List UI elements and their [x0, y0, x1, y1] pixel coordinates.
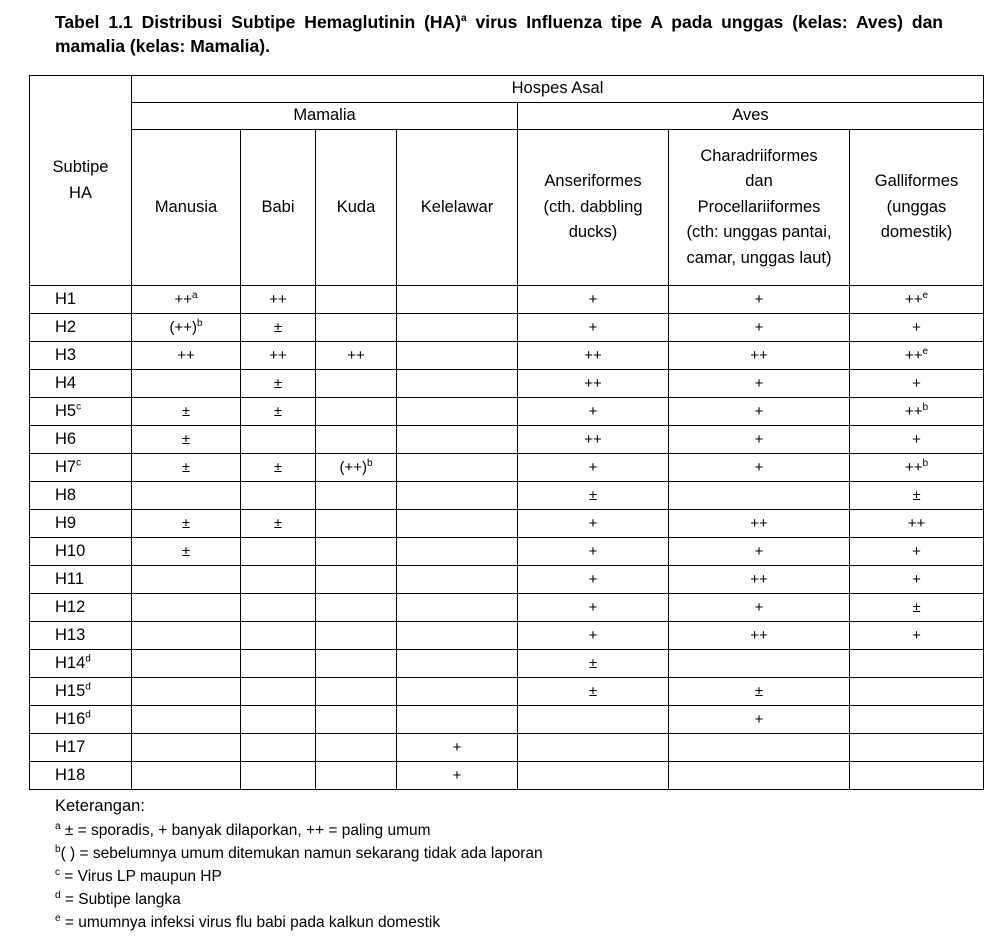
value-cell — [518, 454, 669, 482]
value-cell — [316, 510, 397, 538]
subtype-cell — [30, 426, 132, 454]
cell-value: ++ — [584, 347, 602, 364]
cell-footnote-mark: e — [922, 290, 929, 301]
note-mark: a — [55, 820, 61, 832]
value-cell — [850, 678, 984, 706]
subtype-cell — [30, 734, 132, 762]
cell-value: + — [588, 515, 598, 532]
subtype-label: H3 — [55, 346, 77, 364]
cell-footnote-mark: a — [191, 290, 198, 301]
value-cell — [669, 398, 850, 426]
value-cell — [241, 538, 316, 566]
value-cell — [132, 678, 241, 706]
note-text: = Subtipe langka — [60, 891, 181, 908]
header-subtipe-label: Subtipe HA — [52, 158, 109, 202]
note-text: = Virus LP maupun HP — [60, 868, 222, 885]
subtype-label: H4 — [55, 374, 77, 392]
value-cell — [241, 734, 316, 762]
value-cell — [669, 650, 850, 678]
note-e — [55, 911, 543, 934]
cell-value: + — [452, 767, 462, 784]
value-cell — [397, 566, 518, 594]
subtype-cell — [30, 762, 132, 790]
value-cell — [850, 482, 984, 510]
table-row — [30, 706, 984, 734]
value-cell — [397, 286, 518, 314]
value-cell — [397, 622, 518, 650]
cell-value: + — [588, 599, 598, 616]
value-cell — [241, 454, 316, 482]
value-cell — [132, 454, 241, 482]
subtype-cell — [30, 286, 132, 314]
cell-value: ± — [588, 655, 598, 672]
notes-heading: Keterangan: — [55, 797, 145, 815]
value-cell — [316, 706, 397, 734]
value-cell — [397, 342, 518, 370]
value-cell — [850, 398, 984, 426]
cell-value: ++ — [904, 291, 923, 308]
value-cell — [316, 286, 397, 314]
value-cell — [316, 734, 397, 762]
cell-value: ± — [273, 515, 283, 532]
cell-value: + — [588, 571, 598, 588]
cell-value: ± — [181, 543, 191, 560]
subtype-label: H15 — [55, 682, 86, 700]
header-col-charadriiformes-label: Charadriiformes dan Procellariiformes (cth: unggas pantai, camar, unggas laut) — [686, 146, 832, 267]
value-cell — [850, 706, 984, 734]
subtype-label: H1 — [55, 290, 77, 308]
value-cell — [241, 286, 316, 314]
value-cell — [669, 342, 850, 370]
table-body — [30, 286, 984, 790]
value-cell — [241, 342, 316, 370]
value-cell — [132, 342, 241, 370]
value-cell — [850, 370, 984, 398]
value-cell — [316, 538, 397, 566]
value-cell — [316, 454, 397, 482]
title-text-rest: virus Influenza tipe A pada unggas (kelas: Aves) dan mamalia (kelas: Mamalia). — [55, 12, 943, 56]
value-cell — [397, 370, 518, 398]
subtype-cell — [30, 454, 132, 482]
table-row — [30, 538, 984, 566]
subtype-footnote-mark: d — [85, 653, 91, 665]
note-mark: c — [55, 866, 60, 878]
note-text: ( ) = sebelumnya umum ditemukan namun sekarang tidak ada laporan — [60, 845, 543, 862]
value-cell — [397, 454, 518, 482]
cell-value: ± — [181, 459, 191, 476]
cell-value: + — [588, 627, 598, 644]
cell-value: + — [588, 543, 598, 560]
value-cell — [397, 650, 518, 678]
value-cell — [241, 370, 316, 398]
value-cell — [132, 370, 241, 398]
cell-value: + — [912, 431, 921, 448]
subtype-label: H5 — [55, 402, 77, 420]
header-col-kelelawar: Kelelawar — [397, 130, 518, 286]
cell-value: + — [754, 543, 764, 560]
header-col-charadriiformes — [669, 130, 850, 286]
subtype-cell — [30, 622, 132, 650]
value-cell — [518, 482, 669, 510]
title-text: Tabel 1.1 Distribusi Subtipe Hemaglutinin (HA) — [55, 12, 461, 32]
cell-value: ± — [912, 487, 921, 504]
cell-value: ± — [273, 319, 283, 336]
subtype-cell — [30, 678, 132, 706]
value-cell — [316, 762, 397, 790]
value-cell — [132, 538, 241, 566]
cell-value: ± — [181, 403, 191, 420]
subtype-footnote-mark: c — [76, 401, 82, 413]
value-cell — [316, 342, 397, 370]
value-cell — [132, 426, 241, 454]
subtype-cell — [30, 538, 132, 566]
value-cell — [241, 650, 316, 678]
cell-value: ++ — [904, 459, 923, 476]
value-cell — [850, 734, 984, 762]
subtype-footnote-mark: d — [85, 681, 91, 693]
value-cell — [316, 622, 397, 650]
value-cell — [316, 594, 397, 622]
header-col-galliformes-label: Galliformes (unggas domestik) — [874, 172, 959, 242]
value-cell — [316, 678, 397, 706]
value-cell — [397, 510, 518, 538]
value-cell — [241, 398, 316, 426]
value-cell — [850, 342, 984, 370]
value-cell — [518, 762, 669, 790]
value-cell — [669, 286, 850, 314]
cell-footnote-mark: b — [922, 402, 929, 413]
cell-value: ++ — [269, 347, 287, 364]
cell-value: ± — [273, 459, 283, 476]
value-cell — [316, 398, 397, 426]
value-cell — [669, 482, 850, 510]
value-cell — [850, 538, 984, 566]
header-col-kuda: Kuda — [316, 130, 397, 286]
subtype-footnote-mark: d — [85, 709, 91, 721]
subtype-cell — [30, 370, 132, 398]
cell-value: ± — [588, 487, 598, 504]
value-cell — [518, 734, 669, 762]
subtype-cell — [30, 482, 132, 510]
note-a — [55, 819, 543, 842]
value-cell — [132, 398, 241, 426]
subtype-label: H6 — [55, 430, 77, 448]
table-row — [30, 342, 984, 370]
cell-value: ++ — [174, 291, 192, 308]
subtype-cell — [30, 594, 132, 622]
value-cell — [518, 286, 669, 314]
value-cell — [241, 622, 316, 650]
value-cell — [850, 426, 984, 454]
subtype-label: H12 — [55, 598, 86, 616]
value-cell — [669, 706, 850, 734]
cell-value: ± — [273, 403, 283, 420]
value-cell — [241, 706, 316, 734]
value-cell — [518, 510, 669, 538]
cell-value: + — [588, 459, 598, 476]
table-row — [30, 314, 984, 342]
value-cell — [397, 314, 518, 342]
value-cell — [316, 650, 397, 678]
value-cell — [397, 594, 518, 622]
table-row — [30, 594, 984, 622]
value-cell — [669, 734, 850, 762]
cell-value: + — [588, 403, 598, 420]
subtype-cell — [30, 342, 132, 370]
subtype-cell — [30, 650, 132, 678]
subtype-label: H9 — [55, 514, 77, 532]
value-cell — [669, 566, 850, 594]
cell-footnote-mark: b — [366, 458, 373, 469]
value-cell — [132, 286, 241, 314]
value-cell — [518, 314, 669, 342]
note-mark: b — [55, 843, 61, 855]
subtype-footnote-mark: c — [76, 457, 82, 469]
subtype-label: H16 — [55, 710, 86, 728]
value-cell — [850, 510, 984, 538]
value-cell — [518, 678, 669, 706]
header-col-babi: Babi — [241, 130, 316, 286]
cell-value: ± — [588, 683, 598, 700]
ha-distribution-table — [29, 75, 984, 790]
value-cell — [132, 650, 241, 678]
value-cell — [850, 622, 984, 650]
value-cell — [669, 678, 850, 706]
value-cell — [850, 650, 984, 678]
subtype-cell — [30, 566, 132, 594]
table-row — [30, 454, 984, 482]
cell-value: + — [588, 319, 598, 336]
subtype-label: H14 — [55, 654, 86, 672]
value-cell — [669, 762, 850, 790]
subtype-label: H2 — [55, 318, 77, 336]
value-cell — [397, 734, 518, 762]
header-col-manusia: Manusia — [132, 130, 241, 286]
cell-value: + — [754, 711, 764, 728]
cell-value: ± — [273, 375, 283, 392]
value-cell — [397, 762, 518, 790]
value-cell — [132, 594, 241, 622]
value-cell — [241, 678, 316, 706]
cell-value: + — [754, 319, 764, 336]
value-cell — [518, 622, 669, 650]
value-cell — [241, 510, 316, 538]
value-cell — [850, 314, 984, 342]
value-cell — [518, 566, 669, 594]
value-cell — [669, 454, 850, 482]
header-col-galliformes — [850, 130, 984, 286]
value-cell — [397, 426, 518, 454]
value-cell — [316, 370, 397, 398]
value-cell — [669, 510, 850, 538]
table-title — [55, 10, 943, 58]
value-cell — [518, 426, 669, 454]
cell-value: ± — [754, 683, 764, 700]
note-text: ± = sporadis, + banyak dilaporkan, ++ = paling umum — [60, 822, 431, 839]
cell-footnote-mark: b — [922, 458, 929, 469]
cell-value: ++ — [907, 515, 926, 532]
value-cell — [397, 398, 518, 426]
cell-value: ++ — [750, 515, 768, 532]
header-hospes-asal: Hospes Asal — [132, 76, 984, 103]
value-cell — [669, 538, 850, 566]
value-cell — [518, 370, 669, 398]
value-cell — [397, 482, 518, 510]
value-cell — [241, 426, 316, 454]
subtype-label: H10 — [55, 542, 86, 560]
value-cell — [316, 566, 397, 594]
table-row — [30, 510, 984, 538]
value-cell — [241, 594, 316, 622]
value-cell — [850, 286, 984, 314]
value-cell — [397, 678, 518, 706]
table-row — [30, 622, 984, 650]
cell-value: + — [754, 459, 764, 476]
value-cell — [669, 314, 850, 342]
cell-value: + — [754, 403, 764, 420]
value-cell — [316, 314, 397, 342]
value-cell — [669, 622, 850, 650]
cell-value: + — [754, 431, 764, 448]
note-b — [55, 842, 543, 865]
table-row — [30, 398, 984, 426]
value-cell — [518, 594, 669, 622]
cell-value: ++ — [269, 291, 287, 308]
value-cell — [241, 566, 316, 594]
value-cell — [132, 622, 241, 650]
value-cell — [518, 650, 669, 678]
subtype-cell — [30, 398, 132, 426]
value-cell — [518, 342, 669, 370]
header-subtipe — [30, 76, 132, 286]
table-row — [30, 566, 984, 594]
value-cell — [316, 482, 397, 510]
table-row — [30, 482, 984, 510]
value-cell — [669, 594, 850, 622]
cell-footnote-mark: e — [922, 346, 929, 357]
header-mamalia: Mamalia — [132, 103, 518, 130]
cell-value: ++ — [904, 403, 923, 420]
value-cell — [316, 426, 397, 454]
header-col-anseriformes — [518, 130, 669, 286]
cell-value: + — [912, 319, 921, 336]
header-aves: Aves — [518, 103, 984, 130]
title-footnote-mark: a — [461, 13, 467, 25]
value-cell — [518, 398, 669, 426]
cell-value: ++ — [750, 627, 768, 644]
cell-value: ++ — [584, 431, 602, 448]
subtype-label: H17 — [55, 738, 86, 756]
table-row — [30, 734, 984, 762]
cell-value: ++ — [177, 347, 195, 364]
cell-value: + — [588, 291, 598, 308]
table-row — [30, 370, 984, 398]
value-cell — [397, 706, 518, 734]
value-cell — [518, 538, 669, 566]
cell-value: + — [754, 291, 764, 308]
note-d — [55, 888, 543, 911]
value-cell — [850, 566, 984, 594]
subtype-cell — [30, 706, 132, 734]
cell-value: ± — [181, 431, 191, 448]
value-cell — [241, 762, 316, 790]
subtype-cell — [30, 314, 132, 342]
cell-value: + — [912, 543, 921, 560]
cell-footnote-mark: b — [196, 318, 203, 329]
value-cell — [132, 566, 241, 594]
value-cell — [132, 510, 241, 538]
value-cell — [132, 762, 241, 790]
cell-value: + — [912, 571, 921, 588]
cell-value: (++) — [169, 319, 197, 336]
table-row — [30, 678, 984, 706]
cell-value: (++) — [339, 459, 367, 476]
value-cell — [132, 706, 241, 734]
value-cell — [850, 762, 984, 790]
cell-value: + — [754, 375, 764, 392]
cell-value: ± — [912, 599, 921, 616]
cell-value: ++ — [750, 347, 768, 364]
subtype-label: H13 — [55, 626, 86, 644]
subtype-label: H7 — [55, 458, 77, 476]
note-c — [55, 865, 543, 888]
value-cell — [518, 706, 669, 734]
cell-value: + — [754, 599, 764, 616]
value-cell — [132, 734, 241, 762]
cell-value: ++ — [750, 571, 768, 588]
note-mark: e — [55, 912, 61, 924]
table-row — [30, 762, 984, 790]
cell-value: + — [912, 375, 921, 392]
subtype-label: H11 — [55, 570, 85, 588]
cell-value: ++ — [584, 375, 602, 392]
subtype-cell — [30, 510, 132, 538]
subtype-label: H18 — [55, 766, 86, 784]
cell-value: ± — [181, 515, 191, 532]
value-cell — [241, 314, 316, 342]
value-cell — [241, 482, 316, 510]
value-cell — [850, 454, 984, 482]
notes — [55, 795, 543, 934]
table-row — [30, 650, 984, 678]
value-cell — [669, 426, 850, 454]
value-cell — [669, 370, 850, 398]
cell-value: ++ — [904, 347, 923, 364]
value-cell — [850, 594, 984, 622]
value-cell — [132, 314, 241, 342]
note-mark: d — [55, 889, 61, 901]
table-row — [30, 286, 984, 314]
table-row — [30, 426, 984, 454]
value-cell — [397, 538, 518, 566]
header-col-anseriformes-label: Anseriformes (cth. dabbling ducks) — [543, 172, 643, 242]
table-header — [30, 76, 984, 286]
note-text: = umumnya infeksi virus flu babi pada kalkun domestik — [60, 914, 441, 931]
subtype-label: H8 — [55, 486, 77, 504]
cell-value: ++ — [347, 347, 365, 364]
cell-value: + — [452, 739, 462, 756]
value-cell — [132, 482, 241, 510]
cell-value: + — [912, 627, 921, 644]
